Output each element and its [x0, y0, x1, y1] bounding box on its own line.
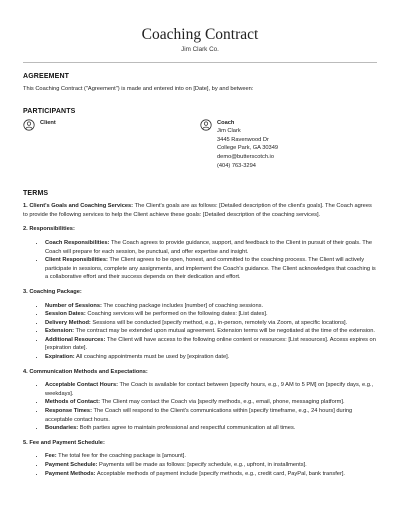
item-text: Both parties agree to maintain professional and respectful communication at all times. [78, 425, 296, 432]
coach-name: Jim Clark [217, 128, 241, 135]
list-item [45, 239, 377, 256]
item-label: Coach Responsibilities: [45, 239, 110, 246]
item-label: Payment Methods: [45, 470, 96, 477]
item-label: Client Responsibilities: [45, 257, 108, 264]
list-item [45, 353, 377, 362]
item-label: Methods of Contact: [45, 399, 100, 406]
participants-row [23, 119, 377, 171]
item-label: Boundaries: [45, 425, 79, 432]
section-1 [23, 202, 377, 219]
item-text: The Coach agrees to provide guidance, support, and feedback to the Client in pursuit of their goals. The Coach will prepare for each session, be punctual, and offer expertise and insight. [45, 239, 373, 255]
section-5-title: 5. Fee and Payment Schedule: [23, 439, 105, 446]
section-4-title: 4. Communication Methods and Expectations: [23, 368, 148, 375]
section-3-title: 3. Coaching Package: [23, 288, 82, 295]
item-label: Payment Schedule: [45, 462, 98, 468]
agreement-heading: AGREEMENT [23, 73, 70, 80]
list-item [45, 452, 377, 461]
item-text: Payments will be made as follows: [specify schedule, e.g., upfront, in installments]. [97, 462, 307, 468]
item-text: Acceptable methods of payment include [specify methods, e.g., credit card, PayPal, bank transfer]. [95, 470, 346, 477]
item-text: The coaching package includes [number] of coaching sessions. [101, 302, 264, 309]
company-name: Jim Clark Co. [181, 46, 219, 53]
coach-user-icon [200, 119, 212, 171]
item-text: Sessions will be conducted [specify method, e.g., in-person, remotely via Zoom, at specific locations]. [90, 319, 348, 326]
coach-phone: (404) 763-3294 [217, 162, 256, 169]
item-label: Extension: [45, 328, 75, 335]
item-label: Delivery Method: [45, 319, 91, 326]
client-block [23, 119, 200, 171]
section-2-title: 2. Responsibilities: [23, 226, 75, 233]
section-1-text: The Client's goals are as follows: [Detailed description of the client's goals]. The Coach agrees to provide the following services to help the Client achieve these goals: [Detailed description of the coaching services]. [23, 203, 372, 218]
list-item [45, 302, 377, 311]
coach-city: College Park, GA 30349 [217, 145, 279, 152]
section-3-list [23, 302, 377, 362]
list-item [45, 461, 377, 470]
coach-block [200, 119, 278, 171]
coach-label: Coach [217, 119, 235, 126]
list-item [45, 407, 377, 424]
section-2-list [23, 239, 377, 282]
section-1-title: 1. Client's Goals and Coaching Services: [23, 203, 134, 210]
list-item [45, 381, 377, 398]
item-label: Expiration: [45, 354, 75, 361]
item-text: The total fee for the coaching package is [amount]. [56, 453, 186, 460]
agreement-text: This Coaching Contract ("Agreement") is made and entered into on [Date], by and between: [23, 86, 254, 92]
section-4-list [23, 381, 377, 433]
item-label: Response Times: [45, 408, 92, 415]
list-item [45, 424, 377, 433]
list-item [45, 470, 377, 479]
coach-email: demo@butterscotch.io [217, 153, 274, 160]
list-item [45, 336, 377, 353]
item-text: The Coach is available for contact between [specify hours, e.g., 9 AM to 5 PM] on [specify days, e.g., weekdays]. [45, 382, 374, 397]
item-text: The Coach will respond to the Client's communications within [specify timeframe, e.g., 24 hours] during acceptable contact hours. [45, 408, 353, 423]
item-text: All coaching appointments must be used by [expiration date]. [74, 354, 230, 361]
item-label: Acceptable Contact Hours: [45, 382, 119, 389]
list-item [45, 319, 377, 328]
section-5-list [23, 452, 377, 478]
list-item [45, 256, 377, 282]
item-label: Number of Sessions: [45, 302, 102, 309]
list-item [45, 327, 377, 336]
list-item [45, 310, 377, 319]
item-text: The Client agrees to be open, honest, and committed to the coaching process. The Client will actively participate in sessions, complete any assignments, and implement the Coach's guidance. The Client acknowledges that coaching is a collaborative effort and their success depends on their dedication and effort. [45, 257, 376, 281]
coach-street: 3445 Ravenwood Dr [217, 136, 269, 143]
item-label: Session Dates: [45, 311, 86, 318]
list-item [45, 398, 377, 407]
item-text: Coaching services will be performed on the following dates: [List dates]. [85, 311, 268, 318]
document-title: Coaching Contract [141, 26, 259, 43]
item-text: The Client may contact the Coach via [specify methods, e.g., email, phone, messaging platform]. [99, 399, 345, 406]
client-label: Client [40, 119, 56, 126]
terms-heading: TERMS [23, 190, 49, 198]
client-user-icon [23, 119, 35, 171]
item-text: The contract may be extended upon mutual agreement. Extension terms will be negotiated at the time of the extension. [74, 328, 375, 335]
item-text: The Client will have access to the following online content or resources: [List resources]. Access expires on [expiration date]. [45, 336, 376, 352]
title-divider [23, 62, 377, 63]
item-label: Fee: [45, 453, 57, 460]
item-label: Additional Resources: [45, 336, 106, 343]
participants-heading: PARTICIPANTS [23, 107, 76, 115]
